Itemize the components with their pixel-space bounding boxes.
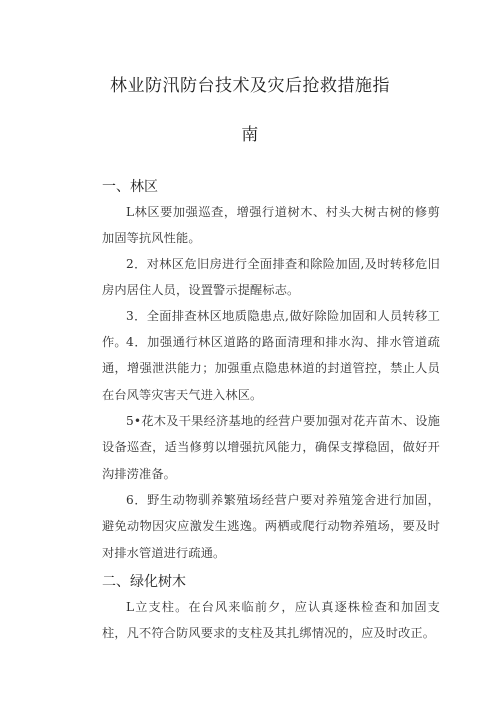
document-title-line-2: 南: [241, 125, 259, 145]
paragraph-forest-5: 5•花木及干果经济基地的经营户要加强对花卉苗木、设施设备巡查，适当修剪以增强抗风能力，确保支撑稳固，做好开沟排涝准备。: [102, 414, 440, 481]
paragraph-forest-6: 6．野生动物驯养繁殖场经营户要对养殖笼舍进行加固，避免动物因灾应激发生逃逸。两栖或爬行动物养殖场，要及时对排水管道进行疏通。: [102, 493, 440, 560]
paragraph-forest-2: 2．对林区危旧房进行全面排查和除险加固,及时转移危旧房内居住人员，设置警示提醒标志。: [102, 257, 440, 298]
paragraph-forest-4: 4．加强通行林区道路的路面清理和排水沟、排水管道疏通，增强泄洪能力；加强重点隐患林道的封道管控，禁止人员在台风等灾害天气进入林区。: [102, 335, 440, 402]
section-heading-forest-area: 一、林区: [102, 179, 158, 195]
document-title-line-1: 林业防汛防台技术及灾后抢救措施指: [110, 76, 390, 96]
paragraph-forest-1: L林区要加强巡查，增强行道树木、村头大树古树的修剪加固等抗风性能。: [102, 205, 440, 246]
section-heading-greening-trees: 二、绿化树木: [102, 574, 186, 590]
paragraph-forest-3: 3．全面排查林区地质隐患点,做好除险加固和人员转移工作。: [102, 309, 440, 350]
paragraph-trees-1: L立支柱。在台风来临前夕，应认真逐株检查和加固支柱，凡不符合防风要求的支柱及其扎绑情况的，应及时改正。: [102, 600, 440, 641]
